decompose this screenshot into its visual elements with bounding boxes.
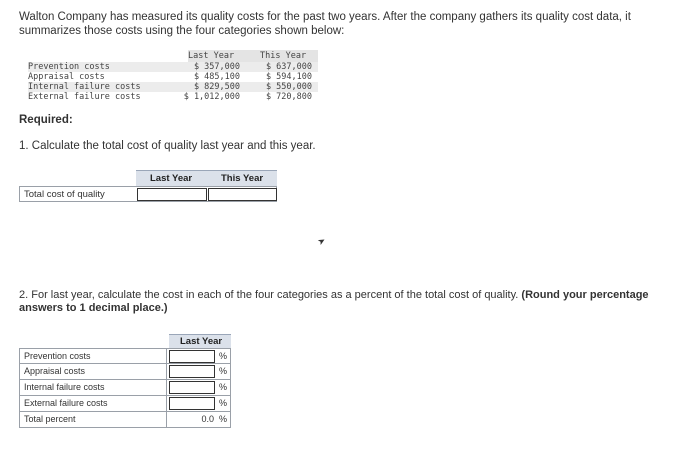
quality-cost-table (28, 50, 323, 106)
table-row-total (19, 412, 231, 428)
cost-label-prevention: Prevention costs (28, 62, 110, 72)
internal-failure-label: Internal failure costs (24, 382, 105, 392)
table1-col-last-year: Last Year (150, 173, 193, 184)
question-2-instruction: (Round your percentage answers to 1 decimal place.) (19, 289, 649, 314)
percent-sign: % (219, 414, 228, 424)
table1-header (136, 170, 277, 187)
question-2-text: 2. For last year, calculate the cost in each of the four categories as a percent of the total cost of quality. (19, 289, 522, 301)
cost-label-external-failure: External failure costs (28, 92, 141, 102)
col-header-this-year: This Year (260, 51, 307, 61)
table-row (19, 396, 231, 412)
table2-header (169, 334, 231, 349)
cost-this-prevention: $ 637,000 (265, 62, 312, 72)
external-failure-percent-input[interactable] (169, 397, 215, 410)
table1-col-this-year: This Year (221, 173, 264, 184)
total-percent-label: Total percent (24, 414, 76, 424)
percent-sign: % (219, 398, 228, 408)
appraisal-label: Appraisal costs (24, 366, 86, 376)
cost-last-prevention: $ 357,000 (193, 62, 240, 72)
cost-last-appraisal: $ 485,100 (193, 72, 240, 82)
mouse-cursor-icon: ➤ (315, 234, 328, 248)
total-cost-last-year-input[interactable] (137, 188, 207, 201)
percent-sign: % (219, 351, 228, 361)
percent-sign: % (219, 366, 228, 376)
table-row (19, 380, 231, 396)
cost-this-appraisal: $ 594,100 (265, 72, 312, 82)
appraisal-percent-input[interactable] (169, 365, 215, 378)
column-divider (166, 412, 167, 427)
table-row (19, 364, 231, 380)
cost-last-external-failure: $ 1,012,000 (183, 92, 240, 102)
column-divider (166, 396, 167, 411)
problem-intro: Walton Company has measured its quality costs for the past two years. After the company gathers its quality cost data, it summarizes those costs using the four categories shown below: (19, 11, 631, 37)
prevention-label: Prevention costs (24, 351, 91, 361)
table1-row-total-cost (19, 186, 277, 202)
column-divider (166, 349, 167, 364)
col-header-last-year: Last Year (188, 51, 235, 61)
required-heading: Required: (19, 114, 73, 126)
cost-label-appraisal: Appraisal costs (28, 72, 105, 82)
question-1: 1. Calculate the total cost of quality last year and this year. (19, 140, 316, 152)
question-2 (19, 289, 669, 315)
cost-this-internal-failure: $ 550,000 (265, 82, 312, 92)
total-percent-value: 0.0 (201, 414, 214, 424)
column-divider (166, 364, 167, 379)
total-cost-this-year-input[interactable] (208, 188, 277, 201)
cost-label-internal-failure: Internal failure costs (28, 82, 141, 92)
table-row (19, 348, 231, 364)
table2-percent-of-total (19, 348, 231, 428)
percent-sign: % (219, 382, 228, 392)
external-failure-label: External failure costs (24, 398, 108, 408)
total-cost-label: Total cost of quality (24, 189, 105, 200)
table2-col-last-year: Last Year (180, 336, 223, 347)
prevention-percent-input[interactable] (169, 350, 215, 363)
internal-failure-percent-input[interactable] (169, 381, 215, 394)
cost-last-internal-failure: $ 829,500 (193, 82, 240, 92)
cost-this-external-failure: $ 720,800 (265, 92, 312, 102)
column-divider (166, 380, 167, 395)
